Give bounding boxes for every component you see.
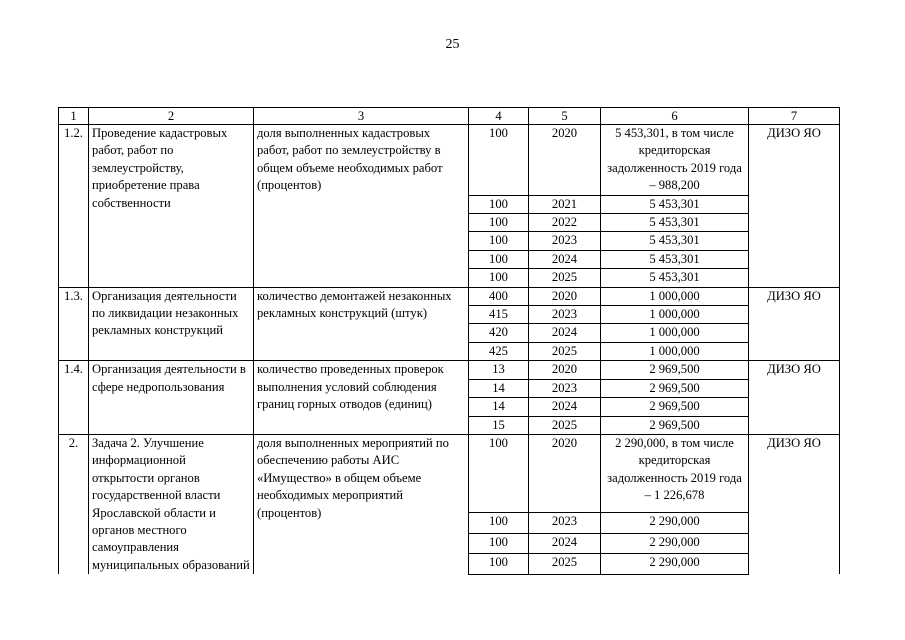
target-value: 13 — [469, 361, 529, 379]
funding-amount: 2 969,500 — [601, 361, 749, 379]
funding-amount: 1 000,000 — [601, 342, 749, 360]
year-cell: 2025 — [529, 554, 601, 574]
table-body — [59, 108, 840, 575]
year-cell: 2024 — [529, 324, 601, 342]
target-value: 100 — [469, 533, 529, 553]
year-cell: 2020 — [529, 361, 601, 379]
task-name: Организация деятельности в сфере недропользования — [89, 361, 254, 435]
year-cell: 2020 — [529, 434, 601, 512]
funding-amount: 2 290,000 — [601, 513, 749, 533]
column-header: 2 — [89, 108, 254, 125]
target-value: 425 — [469, 342, 529, 360]
row-number: 1.3. — [59, 287, 89, 361]
executor: ДИЗО ЯО — [749, 361, 840, 435]
indicator-text: количество демонтажей незаконных рекламных конструкций (штук) — [254, 287, 469, 361]
target-value: 100 — [469, 434, 529, 512]
target-value: 100 — [469, 232, 529, 250]
target-value: 15 — [469, 416, 529, 434]
funding-amount: 5 453,301 — [601, 195, 749, 213]
column-header: 5 — [529, 108, 601, 125]
target-value: 100 — [469, 269, 529, 287]
funding-amount: 2 290,000 — [601, 554, 749, 574]
year-cell: 2025 — [529, 342, 601, 360]
funding-amount: 2 969,500 — [601, 379, 749, 397]
funding-amount: 5 453,301, в том числе кредиторская задолженность 2019 года – 988,200 — [601, 125, 749, 196]
year-cell: 2023 — [529, 513, 601, 533]
target-value: 14 — [469, 379, 529, 397]
funding-amount: 1 000,000 — [601, 287, 749, 305]
funding-amount: 5 453,301 — [601, 232, 749, 250]
year-cell: 2024 — [529, 398, 601, 416]
year-cell: 2021 — [529, 195, 601, 213]
indicator-text: доля выполненных мероприятий по обеспечению работы АИС «Имущество» в общем объеме необходимых мероприятий (процентов) — [254, 434, 469, 574]
target-value: 100 — [469, 195, 529, 213]
column-header: 3 — [254, 108, 469, 125]
target-value: 100 — [469, 214, 529, 232]
executor: ДИЗО ЯО — [749, 434, 840, 574]
column-header: 7 — [749, 108, 840, 125]
year-cell: 2025 — [529, 269, 601, 287]
year-cell: 2024 — [529, 533, 601, 553]
target-value: 14 — [469, 398, 529, 416]
funding-amount: 1 000,000 — [601, 306, 749, 324]
year-cell: 2023 — [529, 379, 601, 397]
column-header: 1 — [59, 108, 89, 125]
year-cell: 2025 — [529, 416, 601, 434]
column-header: 4 — [469, 108, 529, 125]
row-number: 2. — [59, 434, 89, 574]
year-cell: 2020 — [529, 287, 601, 305]
header-row — [59, 108, 840, 125]
row-number: 1.4. — [59, 361, 89, 435]
task-name: Организация деятельности по ликвидации незаконных рекламных конструкций — [89, 287, 254, 361]
activities-table — [58, 107, 840, 575]
funding-amount: 1 000,000 — [601, 324, 749, 342]
executor: ДИЗО ЯО — [749, 125, 840, 288]
funding-amount: 2 969,500 — [601, 398, 749, 416]
target-value: 400 — [469, 287, 529, 305]
funding-amount: 5 453,301 — [601, 269, 749, 287]
funding-amount: 2 969,500 — [601, 416, 749, 434]
target-value: 100 — [469, 250, 529, 268]
task-name: Задача 2. Улучшение информационной открытости органов государственной власти Ярославской области и органов местного самоуправления муниципальных образований — [89, 434, 254, 574]
table-row — [59, 361, 840, 379]
row-number: 1.2. — [59, 125, 89, 288]
target-value: 415 — [469, 306, 529, 324]
table-row — [59, 125, 840, 196]
funding-amount: 2 290,000 — [601, 533, 749, 553]
year-cell: 2020 — [529, 125, 601, 196]
year-cell: 2022 — [529, 214, 601, 232]
target-value: 100 — [469, 513, 529, 533]
table-row — [59, 287, 840, 305]
column-header: 6 — [601, 108, 749, 125]
funding-amount: 2 290,000, в том числе кредиторская задолженность 2019 года – 1 226,678 — [601, 434, 749, 512]
year-cell: 2023 — [529, 232, 601, 250]
executor: ДИЗО ЯО — [749, 287, 840, 361]
indicator-text: количество проведенных проверок выполнения условий соблюдения границ горных отводов (единиц) — [254, 361, 469, 435]
year-cell: 2024 — [529, 250, 601, 268]
page-number: 25 — [445, 37, 460, 52]
task-name: Проведение кадастровых работ, работ по землеустройству, приобретение права собственности — [89, 125, 254, 288]
year-cell: 2023 — [529, 306, 601, 324]
target-value: 420 — [469, 324, 529, 342]
table-row — [59, 434, 840, 512]
target-value: 100 — [469, 125, 529, 196]
funding-amount: 5 453,301 — [601, 250, 749, 268]
indicator-text: доля выполненных кадастровых работ, работ по землеустройству в общем объеме необходимых работ (процентов) — [254, 125, 469, 288]
funding-amount: 5 453,301 — [601, 214, 749, 232]
target-value: 100 — [469, 554, 529, 574]
